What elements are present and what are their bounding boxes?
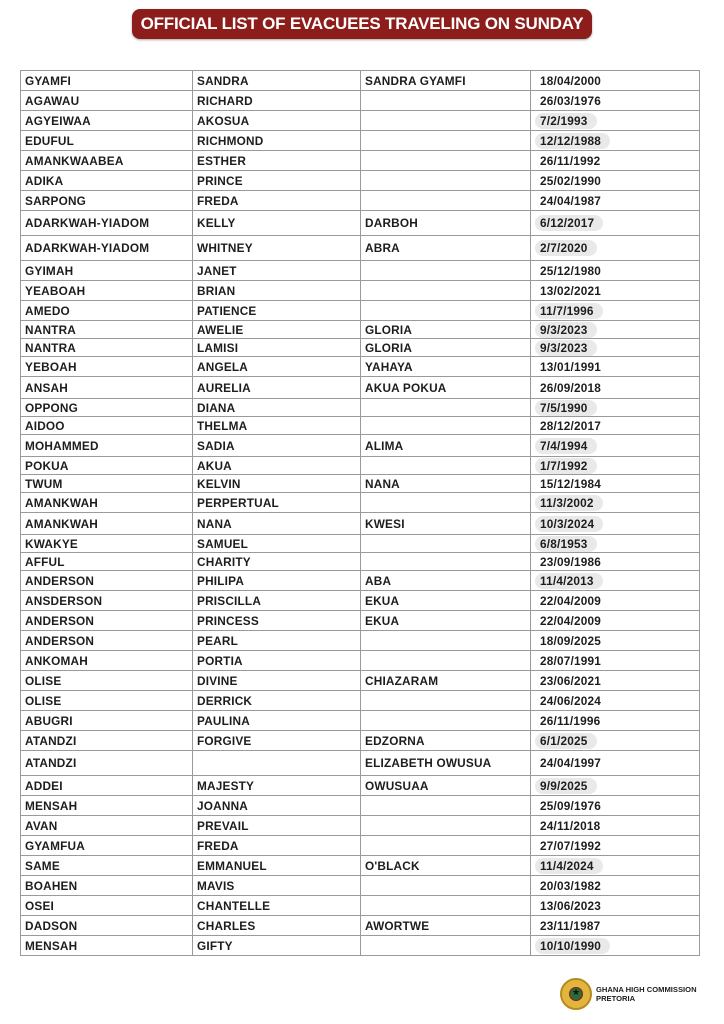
first-name-cell: MAJESTY [193, 776, 361, 796]
date-of-birth-cell [531, 191, 700, 211]
other-name-cell [361, 151, 531, 171]
first-name-cell: FORGIVE [193, 731, 361, 751]
date-of-birth-cell [531, 281, 700, 301]
last-name-cell: AFFUL [21, 553, 193, 571]
date-of-birth-cell [531, 71, 700, 91]
other-name-cell [361, 281, 531, 301]
date-of-birth-cell [531, 731, 700, 751]
first-name-cell: CHANTELLE [193, 896, 361, 916]
other-name-cell [361, 711, 531, 731]
date-of-birth-cell [531, 936, 700, 956]
table-row [21, 111, 700, 131]
date-of-birth-cell [531, 711, 700, 731]
first-name-cell: PRINCE [193, 171, 361, 191]
first-name-cell: DIANA [193, 399, 361, 417]
other-name-cell [361, 876, 531, 896]
date-of-birth-text: 13/02/2021 [540, 283, 602, 298]
last-name-cell: NANTRA [21, 339, 193, 357]
table-row [21, 571, 700, 591]
last-name-cell: MENSAH [21, 796, 193, 816]
date-of-birth-text: 24/04/1997 [540, 756, 602, 770]
footer-line-2: PRETORIA [596, 994, 636, 1003]
last-name-cell: POKUA [21, 457, 193, 475]
first-name-cell: AWELIE [193, 321, 361, 339]
last-name-cell: ANKOMAH [21, 651, 193, 671]
date-of-birth-text: 10/3/2024 [535, 516, 603, 532]
date-of-birth-cell [531, 111, 700, 131]
date-of-birth-text: 7/2/1993 [535, 113, 597, 129]
date-of-birth-text: 22/04/2009 [540, 613, 602, 628]
last-name-cell: YEBOAH [21, 357, 193, 377]
other-name-cell [361, 111, 531, 131]
other-name-cell: SANDRA GYAMFI [361, 71, 531, 91]
first-name-cell: ESTHER [193, 151, 361, 171]
date-of-birth-cell [531, 211, 700, 236]
date-of-birth-cell [531, 916, 700, 936]
page-title: OFFICIAL LIST OF EVACUEES TRAVELING ON SUNDAY [132, 9, 593, 39]
date-of-birth-text: 6/8/1953 [535, 536, 597, 552]
other-name-cell: EDZORNA [361, 731, 531, 751]
last-name-cell: MOHAMMED [21, 435, 193, 457]
date-of-birth-text: 22/04/2009 [540, 593, 602, 608]
table-row [21, 936, 700, 956]
other-name-cell [361, 191, 531, 211]
table-row [21, 211, 700, 236]
table-row [21, 321, 700, 339]
other-name-cell [361, 457, 531, 475]
first-name-cell: SANDRA [193, 71, 361, 91]
first-name-cell: BRIAN [193, 281, 361, 301]
table-row [21, 399, 700, 417]
date-of-birth-text: 18/04/2000 [540, 73, 602, 88]
first-name-cell: GIFTY [193, 936, 361, 956]
date-of-birth-cell [531, 691, 700, 711]
table-row [21, 339, 700, 357]
date-of-birth-cell [531, 571, 700, 591]
table-row [21, 191, 700, 211]
last-name-cell: ANDERSON [21, 571, 193, 591]
first-name-cell: JOANNA [193, 796, 361, 816]
date-of-birth-cell [531, 171, 700, 191]
table-row [21, 731, 700, 751]
other-name-cell [361, 91, 531, 111]
first-name-cell: FREDA [193, 836, 361, 856]
date-of-birth-text: 6/1/2025 [535, 733, 597, 749]
date-of-birth-cell [531, 591, 700, 611]
table-row [21, 71, 700, 91]
first-name-cell: EMMANUEL [193, 856, 361, 876]
table-row [21, 816, 700, 836]
table-row [21, 457, 700, 475]
date-of-birth-text: 28/07/1991 [540, 653, 602, 668]
last-name-cell: AMANKWAABEA [21, 151, 193, 171]
last-name-cell: NANTRA [21, 321, 193, 339]
table-row [21, 671, 700, 691]
other-name-cell [361, 796, 531, 816]
table-row [21, 896, 700, 916]
last-name-cell: ADDEI [21, 776, 193, 796]
date-of-birth-text: 12/12/1988 [535, 133, 610, 149]
date-of-birth-text: 9/3/2023 [535, 340, 597, 356]
last-name-cell: MENSAH [21, 936, 193, 956]
first-name-cell: AKOSUA [193, 111, 361, 131]
footer-organization [596, 985, 711, 1003]
date-of-birth-text: 23/09/1986 [540, 554, 602, 569]
table-row [21, 301, 700, 321]
date-of-birth-text: 2/7/2020 [535, 240, 597, 256]
title-banner [0, 9, 724, 39]
other-name-cell [361, 816, 531, 836]
other-name-cell: ELIZABETH OWUSUA [361, 751, 531, 776]
other-name-cell [361, 896, 531, 916]
date-of-birth-cell [531, 399, 700, 417]
date-of-birth-cell [531, 357, 700, 377]
date-of-birth-cell [531, 321, 700, 339]
date-of-birth-text: 25/09/1976 [540, 798, 602, 813]
other-name-cell [361, 535, 531, 553]
first-name-cell: CHARLES [193, 916, 361, 936]
table-row [21, 261, 700, 281]
last-name-cell: ATANDZI [21, 731, 193, 751]
other-name-cell: KWESI [361, 513, 531, 535]
first-name-cell: PAULINA [193, 711, 361, 731]
table-row [21, 856, 700, 876]
last-name-cell: BOAHEN [21, 876, 193, 896]
other-name-cell [361, 691, 531, 711]
other-name-cell: NANA [361, 475, 531, 493]
last-name-cell: GYAMFI [21, 71, 193, 91]
date-of-birth-text: 1/7/1992 [535, 458, 597, 474]
date-of-birth-text: 23/06/2021 [540, 673, 602, 688]
date-of-birth-cell [531, 417, 700, 435]
table-row [21, 611, 700, 631]
date-of-birth-text: 11/4/2024 [535, 858, 603, 874]
date-of-birth-text: 27/07/1992 [540, 838, 602, 853]
first-name-cell: PREVAIL [193, 816, 361, 836]
date-of-birth-text: 9/3/2023 [535, 322, 597, 338]
table-row [21, 171, 700, 191]
date-of-birth-cell [531, 816, 700, 836]
other-name-cell [361, 936, 531, 956]
other-name-cell: ABA [361, 571, 531, 591]
table-row [21, 691, 700, 711]
date-of-birth-cell [531, 301, 700, 321]
other-name-cell: AKUA POKUA [361, 377, 531, 399]
last-name-cell: ANDERSON [21, 631, 193, 651]
other-name-cell: O'BLACK [361, 856, 531, 876]
last-name-cell: GYAMFUA [21, 836, 193, 856]
table-row [21, 836, 700, 856]
last-name-cell: ADARKWAH-YIADOM [21, 211, 193, 236]
last-name-cell: OSEI [21, 896, 193, 916]
date-of-birth-cell [531, 751, 700, 776]
first-name-cell: SAMUEL [193, 535, 361, 553]
date-of-birth-text: 10/10/1990 [535, 938, 610, 954]
other-name-cell: GLORIA [361, 321, 531, 339]
last-name-cell: GYIMAH [21, 261, 193, 281]
table-row [21, 513, 700, 535]
first-name-cell: AURELIA [193, 377, 361, 399]
date-of-birth-text: 25/12/1980 [540, 263, 602, 278]
first-name-cell: DIVINE [193, 671, 361, 691]
other-name-cell: EKUA [361, 591, 531, 611]
date-of-birth-cell [531, 631, 700, 651]
last-name-cell: AVAN [21, 816, 193, 836]
table-row [21, 435, 700, 457]
other-name-cell [361, 553, 531, 571]
first-name-cell: PRINCESS [193, 611, 361, 631]
table-row [21, 493, 700, 513]
date-of-birth-cell [531, 876, 700, 896]
last-name-cell: ANSAH [21, 377, 193, 399]
first-name-cell: THELMA [193, 417, 361, 435]
date-of-birth-text: 11/7/1996 [535, 303, 603, 319]
other-name-cell [361, 651, 531, 671]
date-of-birth-cell [531, 671, 700, 691]
date-of-birth-text: 7/4/1994 [535, 438, 597, 454]
last-name-cell: SAME [21, 856, 193, 876]
date-of-birth-text: 6/12/2017 [535, 215, 603, 231]
first-name-cell: PHILIPA [193, 571, 361, 591]
date-of-birth-text: 9/9/2025 [535, 778, 597, 794]
date-of-birth-text: 15/12/1984 [540, 476, 602, 491]
table-row [21, 876, 700, 896]
date-of-birth-text: 11/3/2002 [535, 495, 603, 511]
first-name-cell: AKUA [193, 457, 361, 475]
first-name-cell: DERRICK [193, 691, 361, 711]
evacuee-table [20, 70, 700, 956]
last-name-cell: DADSON [21, 916, 193, 936]
first-name-cell: CHARITY [193, 553, 361, 571]
date-of-birth-cell [531, 377, 700, 399]
other-name-cell: CHIAZARAM [361, 671, 531, 691]
table-row [21, 377, 700, 399]
date-of-birth-text: 24/06/2024 [540, 693, 602, 708]
other-name-cell [361, 261, 531, 281]
date-of-birth-text: 18/09/2025 [540, 633, 602, 648]
date-of-birth-cell [531, 475, 700, 493]
last-name-cell: ADIKA [21, 171, 193, 191]
other-name-cell: ABRA [361, 236, 531, 261]
other-name-cell [361, 417, 531, 435]
evacuee-table-body [21, 71, 700, 956]
date-of-birth-cell [531, 611, 700, 631]
first-name-cell: PATIENCE [193, 301, 361, 321]
table-row [21, 651, 700, 671]
last-name-cell: ATANDZI [21, 751, 193, 776]
first-name-cell: PORTIA [193, 651, 361, 671]
first-name-cell: FREDA [193, 191, 361, 211]
first-name-cell: RICHMOND [193, 131, 361, 151]
first-name-cell: PRISCILLA [193, 591, 361, 611]
other-name-cell: ALIMA [361, 435, 531, 457]
table-row [21, 475, 700, 493]
date-of-birth-cell [531, 457, 700, 475]
date-of-birth-cell [531, 236, 700, 261]
last-name-cell: OPPONG [21, 399, 193, 417]
date-of-birth-cell [531, 261, 700, 281]
last-name-cell: AMANKWAH [21, 513, 193, 535]
date-of-birth-text: 26/11/1996 [540, 713, 601, 728]
other-name-cell: GLORIA [361, 339, 531, 357]
table-row [21, 591, 700, 611]
last-name-cell: ANDERSON [21, 611, 193, 631]
date-of-birth-cell [531, 151, 700, 171]
last-name-cell: ADARKWAH-YIADOM [21, 236, 193, 261]
other-name-cell [361, 301, 531, 321]
last-name-cell: AIDOO [21, 417, 193, 435]
date-of-birth-cell [531, 131, 700, 151]
date-of-birth-cell [531, 513, 700, 535]
first-name-cell: KELVIN [193, 475, 361, 493]
table-row [21, 631, 700, 651]
date-of-birth-text: 20/03/1982 [540, 878, 602, 893]
last-name-cell: YEABOAH [21, 281, 193, 301]
date-of-birth-text: 26/03/1976 [540, 93, 602, 108]
other-name-cell: AWORTWE [361, 916, 531, 936]
other-name-cell: YAHAYA [361, 357, 531, 377]
date-of-birth-cell [531, 535, 700, 553]
date-of-birth-text: 7/5/1990 [535, 400, 597, 416]
date-of-birth-cell [531, 896, 700, 916]
last-name-cell: AMEDO [21, 301, 193, 321]
first-name-cell [193, 751, 361, 776]
first-name-cell: SADIA [193, 435, 361, 457]
table-row [21, 151, 700, 171]
last-name-cell: KWAKYE [21, 535, 193, 553]
last-name-cell: TWUM [21, 475, 193, 493]
date-of-birth-text: 26/09/2018 [540, 380, 602, 395]
other-name-cell [361, 399, 531, 417]
first-name-cell: NANA [193, 513, 361, 535]
last-name-cell: ANSDERSON [21, 591, 193, 611]
date-of-birth-cell [531, 435, 700, 457]
last-name-cell: OLISE [21, 691, 193, 711]
last-name-cell: AGAWAU [21, 91, 193, 111]
last-name-cell: AGYEIWAA [21, 111, 193, 131]
other-name-cell: DARBOH [361, 211, 531, 236]
first-name-cell: JANET [193, 261, 361, 281]
date-of-birth-cell [531, 856, 700, 876]
table-row [21, 357, 700, 377]
coat-of-arms-logo: ★ [560, 978, 592, 1010]
table-row [21, 711, 700, 731]
table-row [21, 131, 700, 151]
date-of-birth-cell [531, 493, 700, 513]
first-name-cell: ANGELA [193, 357, 361, 377]
date-of-birth-cell [531, 776, 700, 796]
first-name-cell: KELLY [193, 211, 361, 236]
table-row [21, 417, 700, 435]
first-name-cell: PERPERTUAL [193, 493, 361, 513]
table-row [21, 916, 700, 936]
last-name-cell: OLISE [21, 671, 193, 691]
date-of-birth-cell [531, 339, 700, 357]
other-name-cell [361, 171, 531, 191]
table-row [21, 281, 700, 301]
date-of-birth-cell [531, 836, 700, 856]
table-row [21, 535, 700, 553]
table-row [21, 776, 700, 796]
other-name-cell [361, 836, 531, 856]
table-row [21, 553, 700, 571]
other-name-cell [361, 131, 531, 151]
other-name-cell: OWUSUAA [361, 776, 531, 796]
date-of-birth-cell [531, 796, 700, 816]
date-of-birth-cell [531, 651, 700, 671]
first-name-cell: LAMISI [193, 339, 361, 357]
date-of-birth-text: 24/04/1987 [540, 193, 602, 208]
table-row [21, 751, 700, 776]
date-of-birth-text: 23/11/1987 [540, 918, 601, 933]
date-of-birth-cell [531, 553, 700, 571]
date-of-birth-text: 28/12/2017 [540, 418, 602, 433]
last-name-cell: AMANKWAH [21, 493, 193, 513]
last-name-cell: SARPONG [21, 191, 193, 211]
date-of-birth-text: 13/01/1991 [540, 359, 602, 374]
table-row [21, 236, 700, 261]
date-of-birth-text: 24/11/2018 [540, 818, 601, 833]
last-name-cell: ABUGRI [21, 711, 193, 731]
first-name-cell: PEARL [193, 631, 361, 651]
footer-line-1: GHANA HIGH COMMISSION [596, 985, 697, 994]
other-name-cell [361, 493, 531, 513]
first-name-cell: WHITNEY [193, 236, 361, 261]
date-of-birth-text: 26/11/1992 [540, 153, 601, 168]
table-row [21, 796, 700, 816]
first-name-cell: RICHARD [193, 91, 361, 111]
other-name-cell: EKUA [361, 611, 531, 631]
last-name-cell: EDUFUL [21, 131, 193, 151]
first-name-cell: MAVIS [193, 876, 361, 896]
other-name-cell [361, 631, 531, 651]
table-row [21, 91, 700, 111]
date-of-birth-text: 13/06/2023 [540, 898, 602, 913]
date-of-birth-cell [531, 91, 700, 111]
date-of-birth-text: 25/02/1990 [540, 173, 602, 188]
date-of-birth-text: 11/4/2013 [535, 573, 603, 589]
